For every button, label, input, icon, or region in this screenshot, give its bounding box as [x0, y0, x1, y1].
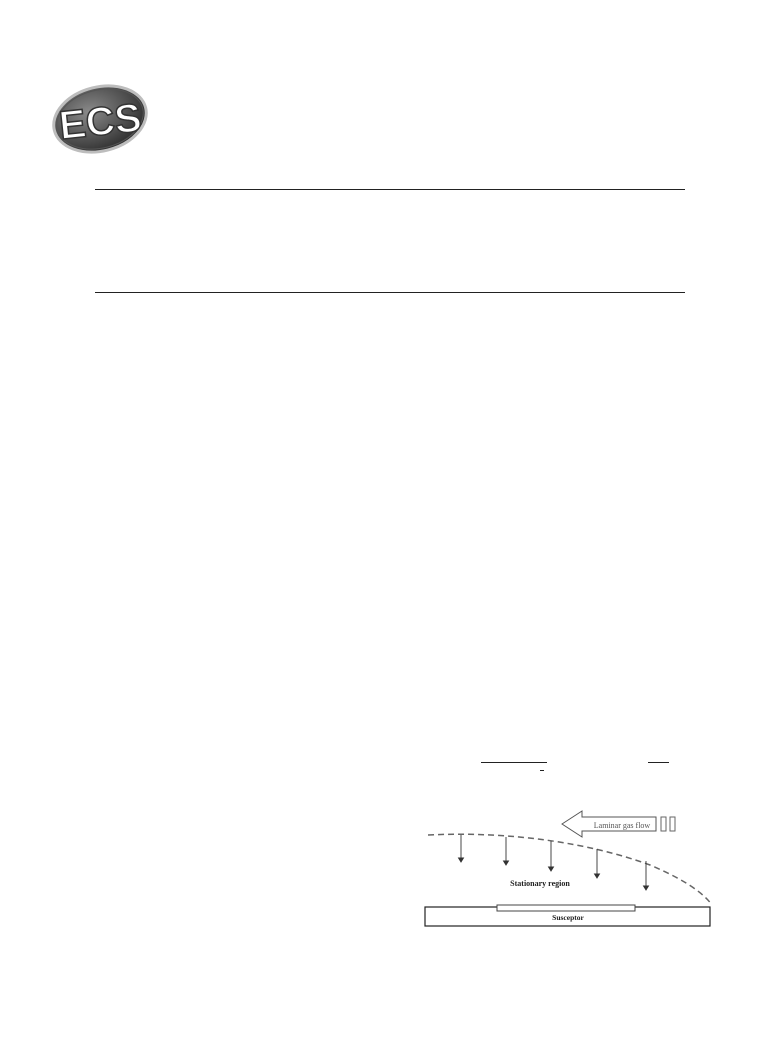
flow-inlet-bar	[661, 817, 666, 831]
header-top-rule	[95, 189, 685, 190]
wafer	[497, 905, 635, 911]
boundary-layer-curve	[428, 834, 712, 905]
equation-minus-sign	[540, 770, 544, 771]
reactor-schematic-figure	[420, 805, 720, 935]
equation-fraction-bar	[481, 762, 547, 763]
flow-inlet-bar	[670, 817, 675, 831]
susceptor-label: Susceptor	[552, 913, 584, 922]
logo-lettering: ECS	[57, 95, 144, 149]
equation-fraction-bar	[648, 762, 669, 763]
stationary-region-label: Stationary region	[510, 879, 570, 888]
gas-flow-label: Laminar gas flow	[593, 821, 651, 830]
header-bottom-rule	[95, 292, 685, 293]
ecs-logo	[50, 80, 150, 158]
